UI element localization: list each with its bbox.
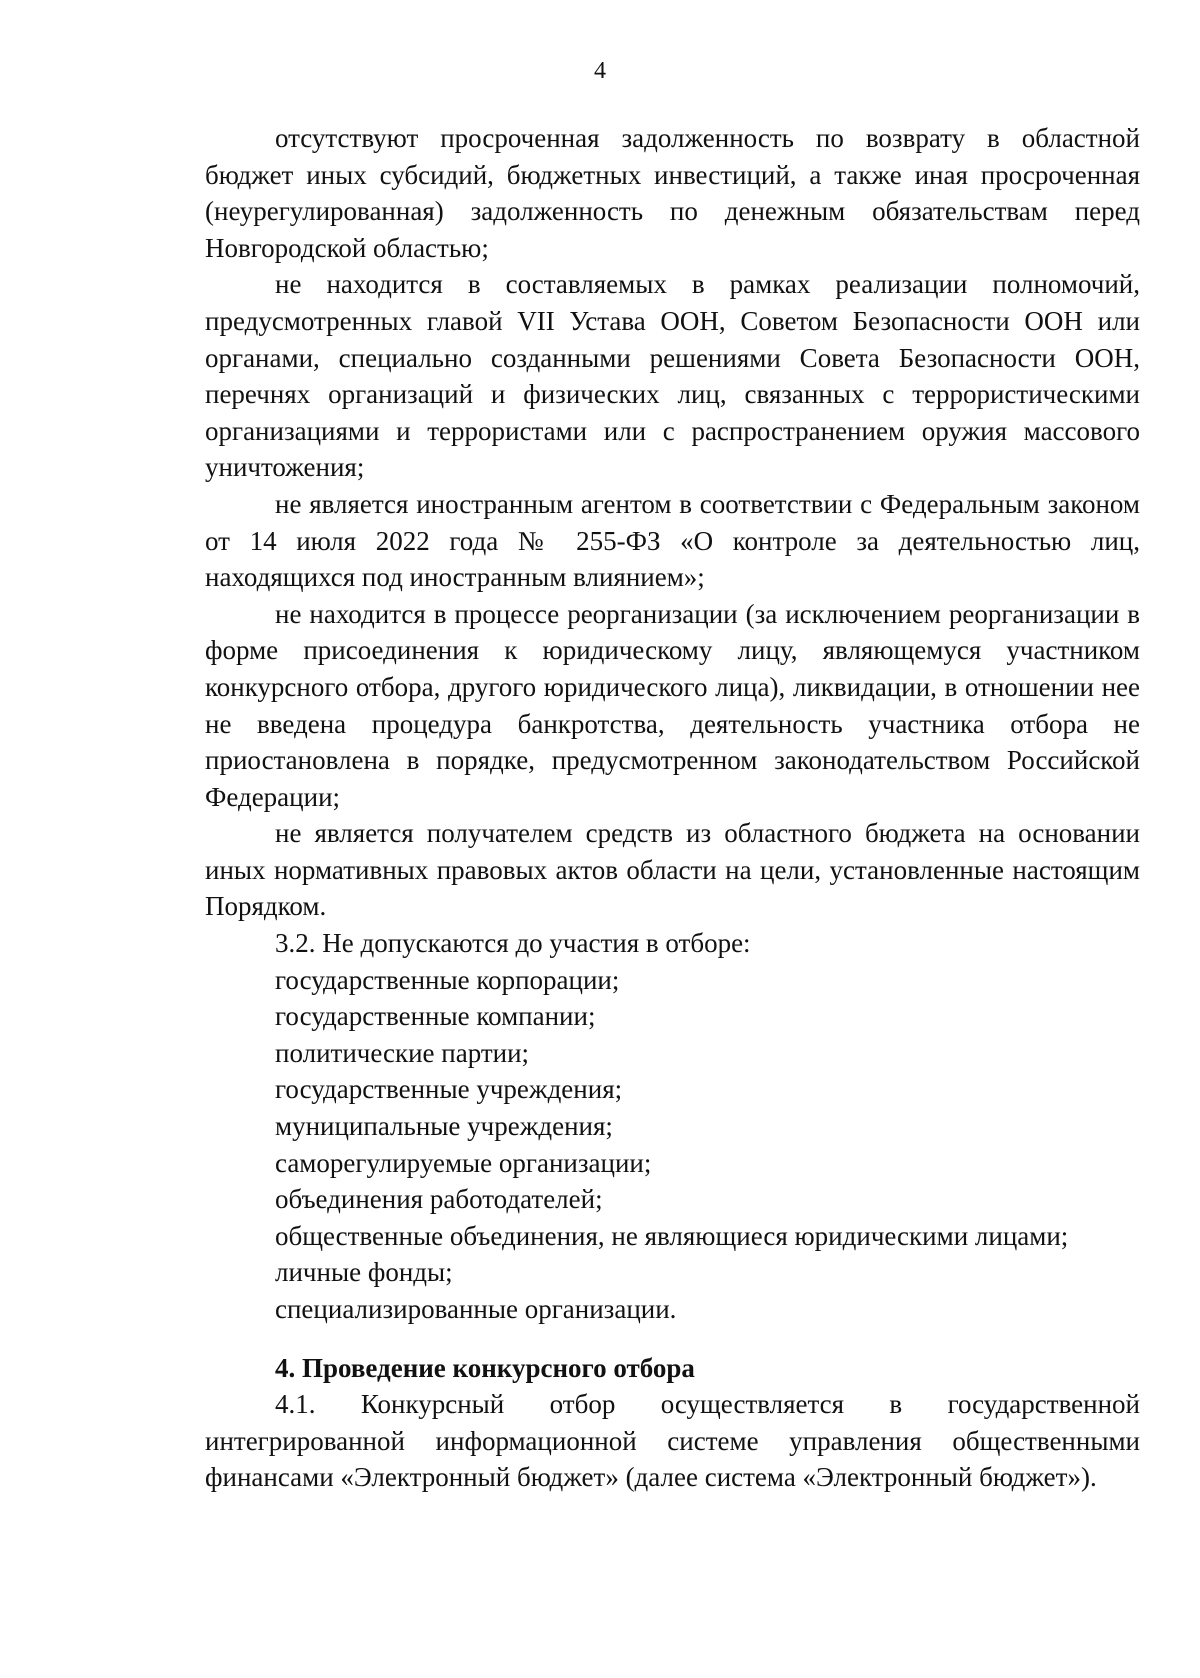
- list-item: саморегулируемые организации;: [275, 1147, 652, 1178]
- list-item: общественные объединения, не являющиеся юридическими лицами;: [275, 1220, 1069, 1251]
- paragraph-reorganization: не находится в процессе реорганизации (за исключением реорганизации в форме присоединения к юридическому лицу, являющемуся участником конкурсного отбора, другого юридического лица), ликвидации, в отношении нее не введена процедура банкротства, деятельность участника отбора не приостановлена в порядке, предусмотренном законодательством Российской Федерации;: [205, 598, 1140, 812]
- list-item: муниципальные учреждения;: [275, 1111, 613, 1142]
- excluded-entities-list: [205, 962, 1140, 1328]
- list-item: личные фонды;: [275, 1257, 453, 1288]
- paragraph-un-sanctions: не находится в составляемых в рамках реализации полномочий, предусмотренных главой VII Устава ООН, Советом Безопасности ООН или органами, специально созданными решениями Совета Безопасности ООН, перечнях организаций и физических лиц, связанных с террористическими организациями и террористами или с распространением оружия массового уничтожения;: [205, 269, 1140, 483]
- section-4-heading: 4. Проведение конкурсного отбора: [275, 1352, 695, 1383]
- list-item: государственные учреждения;: [275, 1074, 623, 1105]
- list-item: объединения работодателей;: [275, 1184, 603, 1215]
- list-item: государственные компании;: [275, 1001, 596, 1032]
- list-item: государственные корпорации;: [275, 964, 620, 995]
- list-item: политические партии;: [275, 1037, 530, 1068]
- paragraph-4-1: 4.1. Конкурсный отбор осуществляется в государственной интегрированной информационной системе управления общественными финансами «Электронный бюджет» (далее система «Электронный бюджет»).: [205, 1389, 1140, 1493]
- page-number: 4: [594, 58, 606, 84]
- paragraph-other-funding: не является получателем средств из областного бюджета на основании иных нормативных правовых актов области на цели, установленные настоящим Порядком.: [205, 818, 1140, 922]
- section-3-2-intro: 3.2. Не допускаются до участия в отборе:: [275, 928, 751, 959]
- paragraph-foreign-agent: не является иностранным агентом в соответствии с Федеральным законом от 14 июля 2022 года № 255-ФЗ «О контроле за деятельностью лиц, находящихся под иностранным влиянием»;: [205, 488, 1140, 593]
- document-body: [205, 120, 1140, 1496]
- list-item: специализированные организации.: [275, 1294, 677, 1324]
- paragraph-no-debt: отсутствуют просроченная задолженность по возврату в областной бюджет иных субсидий, бюджетных инвестиций, а также иная просроченная (неурегулированная) задолженность по денежным обязательствам перед Новгородской областью;: [205, 123, 1140, 263]
